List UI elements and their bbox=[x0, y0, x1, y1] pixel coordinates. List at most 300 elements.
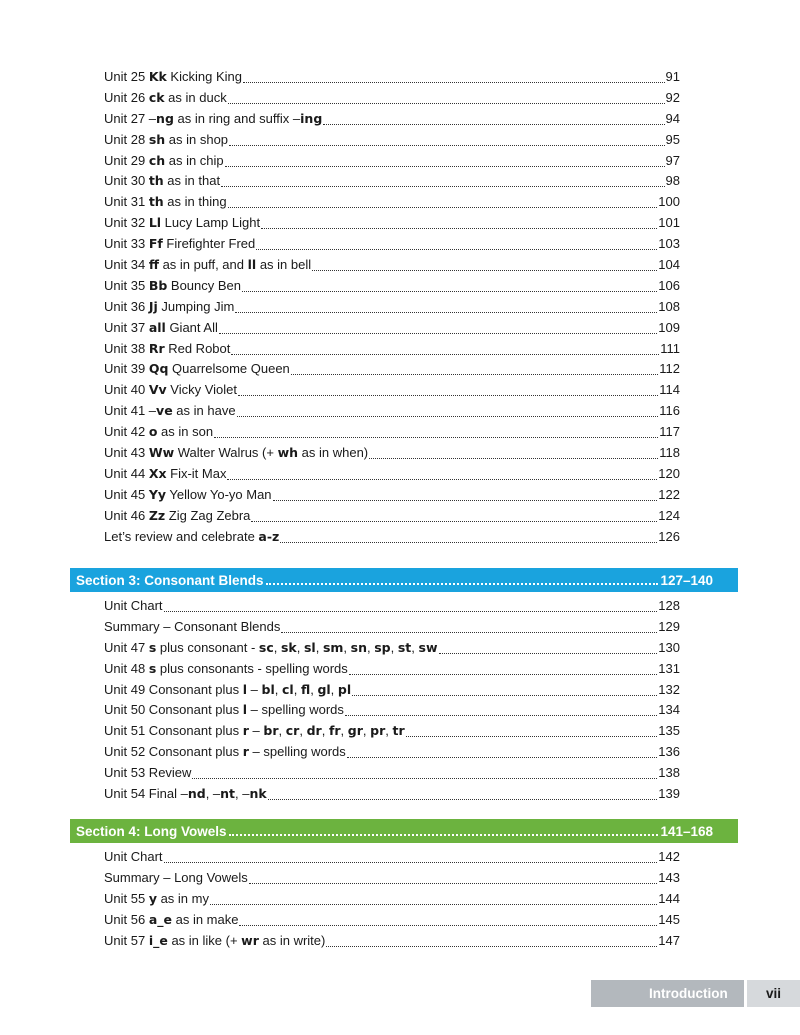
toc-page-number: 118 bbox=[659, 445, 680, 461]
entry-text: as in write) bbox=[258, 932, 326, 948]
dot-leader bbox=[239, 925, 657, 926]
toc-page-number: 91 bbox=[665, 69, 680, 84]
entry-text: as in like (+ bbox=[167, 932, 242, 948]
toc-entry[interactable] bbox=[104, 422, 680, 443]
dot-leader bbox=[326, 946, 657, 947]
entry-text: Unit 26 bbox=[104, 89, 149, 105]
entry-text: Summary – Consonant Blends bbox=[104, 618, 281, 634]
toc-page-number: 138 bbox=[658, 765, 680, 781]
entry-text: Unit 29 bbox=[104, 152, 149, 168]
toc-page-number: 131 bbox=[658, 660, 680, 676]
dot-leader bbox=[249, 883, 658, 884]
letter-pattern: pl bbox=[337, 681, 352, 697]
letter-pattern: s bbox=[148, 639, 157, 655]
entry-text: as in puff, and bbox=[158, 257, 248, 273]
letter-pattern: Jj bbox=[148, 298, 158, 314]
entry-text: Yellow Yo-yo Man bbox=[166, 486, 272, 502]
toc-page-number: 94 bbox=[665, 110, 680, 126]
toc-entry[interactable] bbox=[104, 680, 680, 701]
entry-text: Summary – Long Vowels bbox=[104, 869, 248, 885]
dot-leader bbox=[312, 270, 657, 271]
entry-text: Unit Chart bbox=[104, 849, 163, 864]
toc-entry[interactable] bbox=[104, 401, 680, 422]
letter-pattern: Ll bbox=[148, 215, 162, 231]
toc-entry[interactable] bbox=[104, 130, 680, 151]
entry-text: Unit 52 Consonant plus bbox=[104, 744, 243, 760]
toc-entry[interactable] bbox=[104, 527, 680, 548]
toc-page-number: 128 bbox=[658, 598, 680, 613]
entry-text: Vicky Violet bbox=[166, 382, 237, 398]
letter-pattern: sh bbox=[148, 131, 166, 147]
entry-text: Firefighter Fred bbox=[162, 236, 256, 252]
entry-text: Unit 28 bbox=[104, 131, 149, 147]
toc-entry-title bbox=[104, 889, 209, 910]
letter-pattern: all bbox=[148, 319, 166, 335]
entry-text: , bbox=[321, 723, 329, 739]
dot-leader bbox=[192, 778, 657, 779]
toc-entry[interactable] bbox=[104, 931, 680, 952]
dot-leader bbox=[291, 374, 658, 375]
letter-pattern: pr bbox=[370, 723, 386, 739]
toc-entry[interactable] bbox=[104, 443, 680, 464]
toc-page-number: 103 bbox=[658, 236, 680, 252]
entry-text: Unit 42 bbox=[104, 424, 149, 440]
toc-entry[interactable] bbox=[104, 700, 680, 721]
toc-page-number: 139 bbox=[658, 786, 680, 802]
entry-text: Kicking King bbox=[166, 69, 242, 84]
letter-pattern: th bbox=[148, 194, 164, 210]
dot-leader bbox=[261, 228, 657, 229]
letter-pattern: sl bbox=[303, 639, 316, 655]
toc-entry[interactable] bbox=[104, 380, 680, 401]
entry-text: , bbox=[296, 639, 304, 655]
toc-entry-title bbox=[104, 151, 224, 172]
entry-text: Unit 49 Consonant plus bbox=[104, 681, 243, 697]
entry-text: Unit Chart bbox=[104, 598, 163, 613]
toc-entry-title bbox=[104, 638, 438, 659]
entry-text: , bbox=[315, 639, 323, 655]
letter-pattern: wr bbox=[241, 932, 259, 948]
entry-text: Quarrelsome Queen bbox=[168, 361, 290, 377]
dot-leader bbox=[210, 904, 657, 905]
dot-leader bbox=[439, 653, 658, 654]
letter-pattern: l bbox=[242, 681, 248, 697]
entry-text: Unit 46 bbox=[104, 507, 149, 523]
letter-pattern: st bbox=[397, 639, 412, 655]
toc-entry[interactable] bbox=[104, 151, 680, 172]
toc-entry-title bbox=[104, 359, 290, 380]
letter-pattern: o bbox=[148, 424, 158, 440]
entry-text: , bbox=[278, 723, 286, 739]
toc-page-number: 114 bbox=[659, 382, 680, 398]
toc-entry-title bbox=[104, 763, 191, 784]
entry-text: , bbox=[299, 723, 307, 739]
toc-entry[interactable] bbox=[104, 659, 680, 680]
letter-pattern: ll bbox=[247, 257, 257, 273]
toc-page-number: 129 bbox=[658, 618, 680, 634]
toc-page-number: 144 bbox=[658, 890, 680, 906]
toc-entry-title bbox=[104, 680, 351, 701]
dot-leader bbox=[281, 632, 657, 633]
letter-pattern: br bbox=[263, 723, 279, 739]
entry-text: Let’s review and celebrate bbox=[104, 528, 259, 544]
entry-text: as in chip bbox=[165, 152, 224, 168]
letter-pattern: nt bbox=[220, 786, 236, 802]
dot-leader bbox=[406, 736, 658, 737]
entry-text: , bbox=[340, 723, 348, 739]
entry-text: Unit 30 bbox=[104, 173, 149, 189]
toc-page-number: 100 bbox=[658, 194, 680, 210]
entry-text: – bbox=[247, 681, 262, 697]
dot-leader bbox=[228, 207, 658, 208]
entry-text: Unit 32 bbox=[104, 215, 149, 231]
toc-list-section-3 bbox=[104, 596, 680, 805]
toc-entry-title bbox=[104, 721, 405, 742]
letter-pattern: sn bbox=[350, 639, 367, 655]
toc-entry-title bbox=[104, 255, 311, 276]
entry-text: plus consonants - spelling words bbox=[156, 660, 348, 676]
toc-list-units bbox=[104, 67, 680, 547]
toc-page-number: 122 bbox=[658, 486, 680, 502]
letter-pattern: ng bbox=[156, 110, 174, 126]
dot-leader bbox=[280, 542, 657, 543]
toc-entry-title bbox=[104, 527, 279, 548]
dot-leader bbox=[256, 249, 657, 250]
toc-entry-title bbox=[104, 234, 255, 255]
toc-entry-title bbox=[104, 596, 163, 617]
entry-text: – spelling words bbox=[248, 744, 346, 760]
toc-entry-title bbox=[104, 742, 346, 763]
toc-entry-title bbox=[104, 784, 267, 805]
entry-text: , bbox=[343, 639, 351, 655]
entry-text: Zig Zag Zebra bbox=[165, 507, 251, 523]
entry-text: as in shop bbox=[165, 131, 229, 147]
entry-text: Unit 53 Review bbox=[104, 765, 192, 781]
entry-text: – spelling words bbox=[247, 702, 344, 718]
entry-text: Unit 38 bbox=[104, 340, 149, 356]
letter-pattern: r bbox=[242, 744, 249, 760]
entry-text: Unit 36 bbox=[104, 298, 149, 314]
entry-text: Unit 50 Consonant plus bbox=[104, 702, 243, 718]
toc-entry[interactable] bbox=[104, 638, 680, 659]
entry-text: Unit 40 bbox=[104, 382, 149, 398]
toc-entry[interactable] bbox=[104, 339, 680, 360]
toc-page-number: 95 bbox=[665, 131, 680, 147]
toc-entry-title bbox=[104, 464, 226, 485]
dot-leader bbox=[273, 500, 658, 501]
toc-entry[interactable] bbox=[104, 596, 680, 617]
toc-entry[interactable] bbox=[104, 234, 680, 255]
dot-leader bbox=[369, 458, 658, 459]
toc-entry[interactable] bbox=[104, 847, 680, 868]
footer-tab bbox=[591, 980, 800, 1007]
toc-entry-title bbox=[104, 171, 220, 192]
letter-pattern: Qq bbox=[148, 361, 169, 377]
letter-pattern: Bb bbox=[148, 277, 168, 293]
toc-page-number: 126 bbox=[658, 528, 680, 544]
toc-page-number: 120 bbox=[658, 465, 680, 481]
toc-page-number: 98 bbox=[665, 173, 680, 189]
dot-leader bbox=[221, 186, 664, 187]
letter-pattern: wh bbox=[277, 445, 299, 461]
dot-leader bbox=[349, 674, 658, 675]
entry-text: Unit 44 bbox=[104, 465, 149, 481]
toc-entry-title bbox=[104, 700, 344, 721]
letter-pattern: a-z bbox=[258, 528, 280, 544]
toc-entry[interactable] bbox=[104, 213, 680, 234]
entry-text: Unit 48 bbox=[104, 660, 149, 676]
entry-text: Unit 57 bbox=[104, 932, 149, 948]
page-number: vii bbox=[744, 980, 800, 1007]
toc-entry[interactable] bbox=[104, 359, 680, 380]
entry-text: Unit 45 bbox=[104, 486, 149, 502]
letter-pattern: tr bbox=[392, 723, 405, 739]
toc-page-number: 97 bbox=[665, 152, 680, 168]
entry-text: Unit 47 bbox=[104, 639, 149, 655]
toc-entry-title bbox=[104, 659, 348, 680]
letter-pattern: gl bbox=[317, 681, 331, 697]
section-4-header[interactable] bbox=[70, 819, 738, 843]
entry-text: , bbox=[293, 681, 301, 697]
letter-pattern: ck bbox=[148, 89, 165, 105]
letter-pattern: sp bbox=[374, 639, 391, 655]
letter-pattern: gr bbox=[347, 723, 363, 739]
toc-page-number: 132 bbox=[658, 681, 680, 697]
entry-text: , – bbox=[235, 786, 250, 802]
letter-pattern: s bbox=[148, 660, 157, 676]
dot-leader bbox=[323, 124, 664, 125]
entry-text: Jumping Jim bbox=[157, 298, 235, 314]
section-3-title: Section 3: Consonant Blends bbox=[76, 572, 264, 588]
toc-entry[interactable] bbox=[104, 868, 680, 889]
letter-pattern: Ff bbox=[148, 236, 163, 252]
letter-pattern: i_e bbox=[148, 932, 168, 948]
toc-entry[interactable] bbox=[104, 464, 680, 485]
letter-pattern: Kk bbox=[148, 69, 167, 84]
toc-page-number: 117 bbox=[659, 424, 680, 440]
toc-entry[interactable] bbox=[104, 721, 680, 742]
toc-entry-title bbox=[104, 910, 238, 931]
entry-text: , bbox=[385, 723, 393, 739]
letter-pattern: y bbox=[148, 890, 157, 906]
toc-entry-title bbox=[104, 88, 227, 109]
entry-text: , bbox=[273, 639, 281, 655]
toc-entry-title bbox=[104, 443, 368, 464]
toc-entry[interactable] bbox=[104, 318, 680, 339]
toc-entry-title bbox=[104, 192, 227, 213]
toc-entry-title bbox=[104, 130, 228, 151]
toc-page-number: 111 bbox=[660, 340, 680, 356]
letter-pattern: Xx bbox=[148, 465, 167, 481]
toc-entry[interactable] bbox=[104, 255, 680, 276]
entry-text: plus consonant - bbox=[156, 639, 259, 655]
dot-leader bbox=[164, 611, 658, 612]
section-3-leader bbox=[266, 583, 659, 585]
toc-page-number: 109 bbox=[658, 319, 680, 335]
entry-text: as in have bbox=[172, 403, 236, 419]
toc-page-number: 145 bbox=[658, 911, 680, 927]
entry-text: , bbox=[367, 639, 375, 655]
toc-entry-title bbox=[104, 276, 241, 297]
toc-entry-title bbox=[104, 318, 218, 339]
entry-text: Lucy Lamp Light bbox=[161, 215, 261, 231]
toc-page-number: 104 bbox=[658, 257, 680, 273]
entry-text: Bouncy Ben bbox=[167, 277, 242, 293]
entry-text: , bbox=[330, 681, 338, 697]
letter-pattern: sw bbox=[418, 639, 438, 655]
letter-pattern: ing bbox=[300, 110, 323, 126]
entry-text: as in duck bbox=[164, 89, 227, 105]
letter-pattern: bl bbox=[261, 681, 275, 697]
dot-leader bbox=[229, 145, 665, 146]
toc-page-number: 116 bbox=[659, 403, 680, 419]
toc-page-number: 142 bbox=[658, 849, 680, 864]
section-4-title: Section 4: Long Vowels bbox=[76, 823, 227, 839]
entry-text: , – bbox=[205, 786, 221, 802]
toc-page-number: 106 bbox=[658, 277, 680, 293]
toc-entry-title bbox=[104, 422, 213, 443]
toc-entry-title bbox=[104, 506, 250, 527]
toc-entry[interactable] bbox=[104, 67, 680, 88]
letter-pattern: dr bbox=[306, 723, 322, 739]
letter-pattern: nk bbox=[249, 786, 267, 802]
toc-entry-title bbox=[104, 297, 234, 318]
entry-text: Unit 25 bbox=[104, 69, 149, 84]
entry-text: Unit 55 bbox=[104, 890, 149, 906]
entry-text: Fix-it Max bbox=[166, 465, 227, 481]
entry-text: as in when) bbox=[298, 445, 369, 461]
dot-leader bbox=[237, 416, 659, 417]
entry-text: Walter Walrus (+ bbox=[174, 445, 278, 461]
section-3-header[interactable] bbox=[70, 568, 738, 592]
dot-leader bbox=[225, 166, 665, 167]
toc-entry[interactable] bbox=[104, 506, 680, 527]
entry-text: Unit 43 bbox=[104, 445, 149, 461]
letter-pattern: sk bbox=[280, 639, 297, 655]
toc-entry[interactable] bbox=[104, 276, 680, 297]
entry-text: as in that bbox=[163, 173, 221, 189]
entry-text: Unit 34 bbox=[104, 257, 149, 273]
letter-pattern: ch bbox=[148, 152, 166, 168]
dot-leader bbox=[228, 103, 665, 104]
letter-pattern: cl bbox=[282, 681, 294, 697]
letter-pattern: fl bbox=[300, 681, 311, 697]
toc-entry[interactable] bbox=[104, 784, 680, 805]
toc-page-number: 92 bbox=[665, 89, 680, 105]
toc-entry-title bbox=[104, 67, 242, 88]
letter-pattern: sc bbox=[258, 639, 274, 655]
entry-text: Unit 31 bbox=[104, 194, 149, 210]
toc-entry-title bbox=[104, 380, 237, 401]
dot-leader bbox=[227, 479, 657, 480]
toc-page-number: 136 bbox=[658, 744, 680, 760]
letter-pattern: sm bbox=[322, 639, 344, 655]
dot-leader bbox=[238, 395, 658, 396]
dot-leader bbox=[347, 757, 658, 758]
entry-text: Unit 27 – bbox=[104, 110, 157, 126]
entry-text: Unit 33 bbox=[104, 236, 149, 252]
entry-text: as in make bbox=[171, 911, 239, 927]
toc-entry[interactable] bbox=[104, 88, 680, 109]
section-3-pages: 127–140 bbox=[660, 572, 713, 588]
entry-text: , bbox=[390, 639, 398, 655]
toc-list-section-4 bbox=[104, 847, 680, 951]
entry-text: , bbox=[411, 639, 419, 655]
toc-entry-title bbox=[104, 339, 230, 360]
dot-leader bbox=[235, 312, 657, 313]
entry-text: as in ring and suffix – bbox=[173, 110, 301, 126]
dot-leader bbox=[214, 437, 658, 438]
toc-page-number: 135 bbox=[658, 723, 680, 739]
entry-text: Red Robot bbox=[164, 340, 231, 356]
toc-entry-title bbox=[104, 931, 325, 952]
dot-leader bbox=[251, 521, 657, 522]
letter-pattern: Zz bbox=[148, 507, 166, 523]
dot-leader bbox=[242, 291, 657, 292]
toc-entry-title bbox=[104, 847, 163, 868]
toc-entry[interactable] bbox=[104, 192, 680, 213]
toc-entry[interactable] bbox=[104, 485, 680, 506]
dot-leader bbox=[219, 333, 657, 334]
toc-page-number: 147 bbox=[658, 932, 680, 948]
section-4-pages: 141–168 bbox=[660, 823, 713, 839]
toc-entry[interactable] bbox=[104, 742, 680, 763]
entry-text: , bbox=[310, 681, 318, 697]
letter-pattern: Ww bbox=[148, 445, 175, 461]
entry-text: Unit 56 bbox=[104, 911, 149, 927]
footer-section-label: Introduction bbox=[649, 986, 728, 1001]
letter-pattern: th bbox=[148, 173, 164, 189]
toc-entry-title bbox=[104, 109, 322, 130]
entry-text: , bbox=[362, 723, 371, 739]
toc-entry-title bbox=[104, 213, 260, 234]
dot-leader bbox=[352, 695, 657, 696]
entry-text: Unit 54 Final – bbox=[104, 786, 188, 802]
letter-pattern: fr bbox=[328, 723, 341, 739]
toc-entry[interactable] bbox=[104, 617, 680, 638]
entry-text: Unit 37 bbox=[104, 319, 149, 335]
toc-entry[interactable] bbox=[104, 171, 680, 192]
toc-entry[interactable] bbox=[104, 889, 680, 910]
letter-pattern: ff bbox=[148, 257, 159, 273]
toc-page-number: 108 bbox=[658, 298, 680, 314]
toc-entry[interactable] bbox=[104, 109, 680, 130]
toc-page-number: 124 bbox=[658, 507, 680, 523]
toc-entry[interactable] bbox=[104, 910, 680, 931]
letter-pattern: Yy bbox=[148, 486, 167, 502]
entry-text: Unit 41 – bbox=[104, 403, 157, 419]
toc-entry-title bbox=[104, 485, 272, 506]
toc-entry[interactable] bbox=[104, 297, 680, 318]
entry-text: as in thing bbox=[163, 194, 227, 210]
entry-text: , bbox=[274, 681, 282, 697]
dot-leader bbox=[345, 715, 657, 716]
letter-pattern: ve bbox=[156, 403, 173, 419]
toc-page-number: 134 bbox=[658, 702, 680, 718]
entry-text: as in son bbox=[157, 424, 214, 440]
toc-page-number: 130 bbox=[658, 639, 680, 655]
letter-pattern: nd bbox=[187, 786, 206, 802]
dot-leader bbox=[164, 862, 658, 863]
toc-page-number: 143 bbox=[658, 869, 680, 885]
toc-entry-title bbox=[104, 401, 236, 422]
toc-entry[interactable] bbox=[104, 763, 680, 784]
letter-pattern: r bbox=[242, 723, 249, 739]
toc-entry-title bbox=[104, 617, 280, 638]
entry-text: Unit 51 Consonant plus bbox=[104, 723, 243, 739]
letter-pattern: Rr bbox=[148, 340, 165, 356]
letter-pattern: l bbox=[242, 702, 248, 718]
